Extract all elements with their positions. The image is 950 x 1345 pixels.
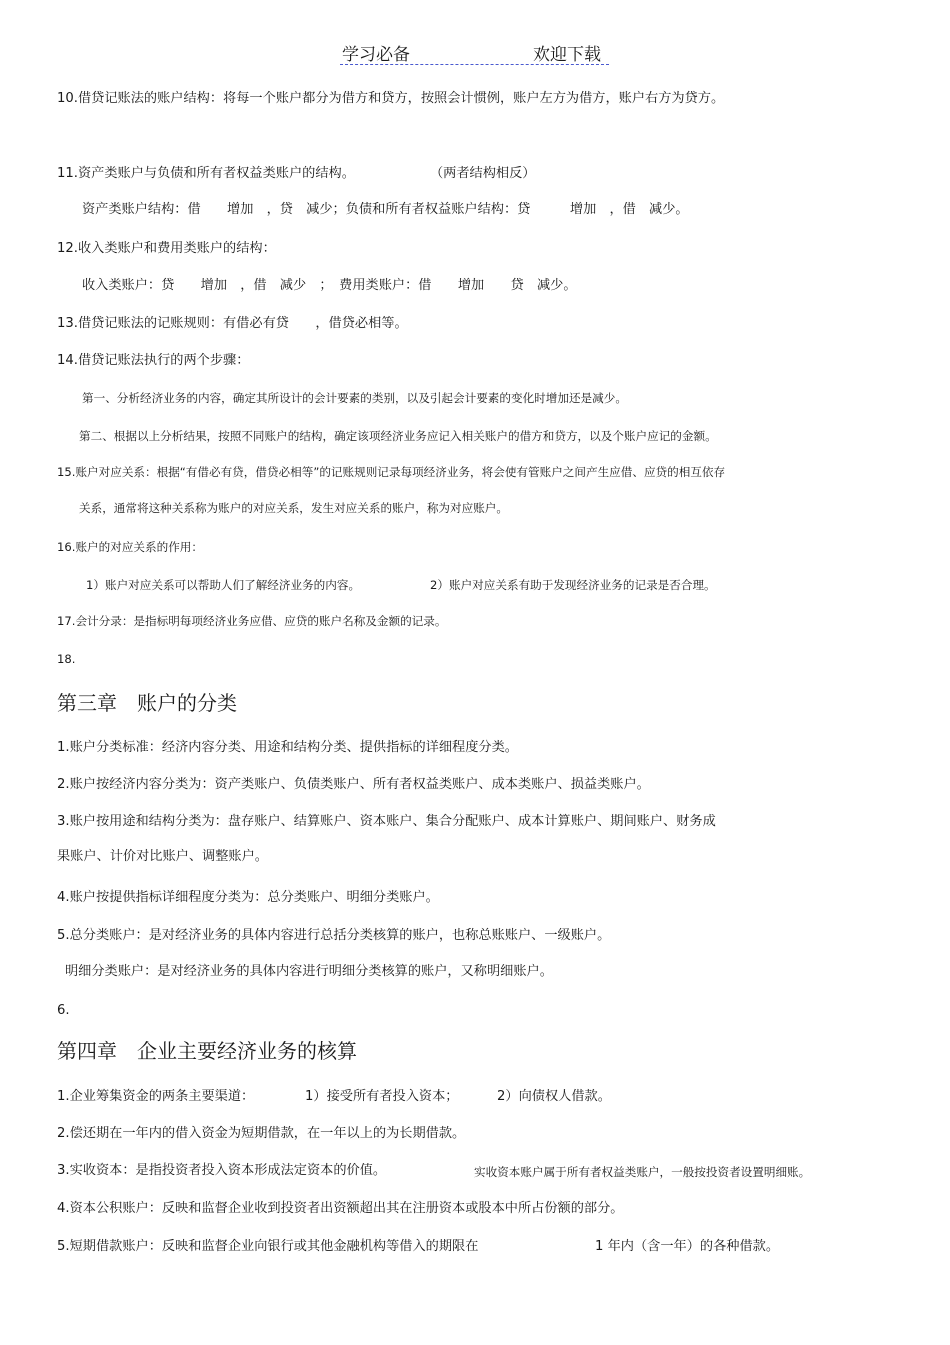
item-14: 14.借贷记账法执行的两个步骤： (57, 353, 250, 368)
ch4-item-4: 4.资本公积账户：反映和监督企业收到投资者出资额超出其在注册资本或股本中所占份额的部分。 (57, 1201, 624, 1216)
item-11: 11.资产类账户与负债和所有者权益类账户的结构。 (57, 166, 355, 181)
item-11-note: （两者结构相反） (430, 166, 536, 181)
ch3-item-2: 2.账户按经济内容分类为：资产类账户、负债类账户、所有者权益类账户、成本类账户、损益类账户。 (57, 777, 650, 792)
item-17: 17.会计分录：是指标明每项经济业务应借、应贷的账户名称及金额的记录。 (57, 614, 447, 628)
ch3-item-1: 1.账户分类标准：经济内容分类、用途和结构分类、提供指标的详细程度分类。 (57, 740, 518, 755)
item-11-detail: 资产类账户结构：借 增加 ，贷 减少；负债和所有者权益账户结构：贷 增加 ，借 减少。 (82, 202, 689, 217)
header-left-text: 学习必备 (342, 45, 410, 65)
ch4-item-1-channel2: 2）向债权人借款。 (497, 1089, 611, 1104)
ch3-item-6: 6. (57, 1003, 70, 1018)
header-dashed-rule (340, 64, 609, 65)
ch4-item-5: 5.短期借款账户：反映和监督企业向银行或其他金融机构等借入的期限在 (57, 1239, 479, 1254)
ch4-item-3-note: 实收资本账户属于所有者权益类账户，一般按投资者设置明细账。 (474, 1165, 811, 1179)
item-14-step2: 第二、根据以上分析结果，按照不同账户的结构，确定该项经济业务应记入相关账户的借方和贷方，以及个账户应记的金额。 (79, 429, 717, 443)
ch4-item-1-channel1: 1）接受所有者投入资本； (305, 1089, 459, 1104)
item-16-point2: 2）账户对应关系有助于发现经济业务的记录是否合理。 (430, 578, 716, 592)
item-18: 18. (57, 652, 76, 666)
ch3-item-4: 4.账户按提供指标详细程度分类为：总分类账户、明细分类账户。 (57, 890, 439, 905)
item-15: 15.账户对应关系：根据“有借必有贷，借贷必相等”的记账规则记录每项经济业务，将会使有管账户之间产生应借、应贷的相互依存 (57, 465, 726, 479)
item-12-detail: 收入类账户：贷 增加 ，借 减少 ； 费用类账户：借 增加 贷 减少。 (82, 278, 577, 293)
ch3-item-5: 5.总分类账户：是对经济业务的具体内容进行总括分类核算的账户，也称总账账户、一级账户。 (57, 928, 611, 943)
ch4-item-1: 1.企业筹集资金的两条主要渠道： (57, 1089, 255, 1104)
item-13: 13.借贷记账法的记账规则：有借必有贷 ，借贷必相等。 (57, 316, 408, 331)
ch3-item-3-cont: 果账户、计价对比账户、调整账户。 (57, 849, 268, 864)
item-16-point1: 1）账户对应关系可以帮助人们了解经济业务的内容。 (86, 578, 361, 592)
chapter-3-title: 第三章 账户的分类 (57, 691, 237, 715)
ch3-item-5-detail: 明细分类账户：是对经济业务的具体内容进行明细分类核算的账户，又称明细账户。 (65, 964, 553, 979)
ch4-item-3: 3.实收资本：是指投资者投入资本形成法定资本的价值。 (57, 1163, 387, 1178)
header-right-text: 欢迎下载 (533, 45, 601, 65)
item-15-cont: 关系，通常将这种关系称为账户的对应关系，发生对应关系的账户，称为对应账户。 (79, 501, 508, 515)
ch3-item-3: 3.账户按用途和结构分类为：盘存账户、结算账户、资本账户、集合分配账户、成本计算账户、期间账户、财务成 (57, 814, 716, 829)
item-16: 16.账户的对应关系的作用： (57, 540, 203, 554)
item-10: 10.借贷记账法的账户结构：将每一个账户都分为借方和贷方，按照会计惯例，账户左方为借方，账户右方为贷方。 (57, 91, 725, 106)
item-14-step1: 第一、分析经济业务的内容，确定其所设计的会计要素的类别，以及引起会计要素的变化时增加还是减少。 (82, 391, 627, 405)
item-12: 12.收入类账户和费用类账户的结构： (57, 241, 276, 256)
chapter-4-title: 第四章 企业主要经济业务的核算 (57, 1039, 357, 1063)
ch4-item-2: 2.偿还期在一年内的借入资金为短期借款，在一年以上的为长期借款。 (57, 1126, 466, 1141)
ch4-item-5-cont: 1 年内（含一年）的各种借款。 (595, 1239, 780, 1254)
